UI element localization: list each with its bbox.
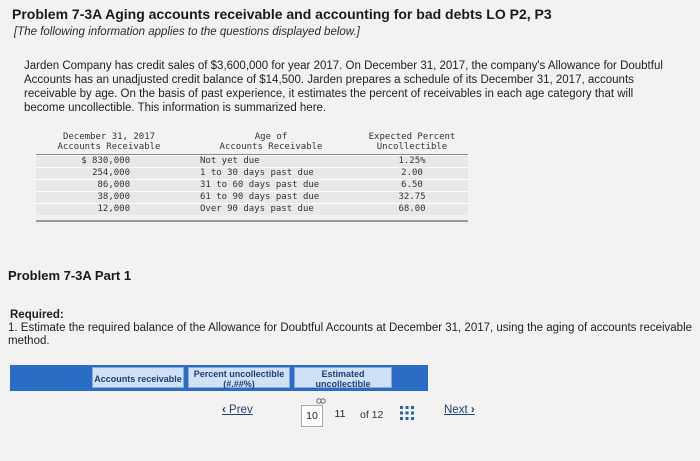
header-age: Age of Accounts Receivable — [219, 132, 323, 152]
table-row: 38,000 61 to 90 days past due 32.75 — [36, 191, 468, 203]
required-label: Required: — [10, 309, 64, 321]
link-icon — [316, 397, 326, 405]
table-row: 12,000 Over 90 days past due 68.00 — [36, 203, 468, 215]
answer-col-estimated-uncollectible: Estimated uncollectible — [294, 367, 392, 388]
part-title: Problem 7-3A Part 1 — [8, 268, 132, 283]
table-footer-line — [36, 220, 468, 222]
answer-table-header — [10, 365, 428, 391]
info-subtitle: [The following information applies to the questions displayed below.] — [14, 26, 360, 38]
grid-icon[interactable] — [400, 406, 414, 420]
chevron-left-icon: ‹ — [222, 404, 226, 416]
answer-col-accounts-receivable: Accounts receivable — [92, 367, 184, 388]
header-expected-percent: Expected Percent Uncollectible — [368, 132, 456, 152]
answer-col-percent-uncollectible: Percent uncollectible (#.##%) — [188, 367, 290, 388]
table-row: 254,000 1 to 30 days past due 2.00 — [36, 167, 468, 179]
prev-button[interactable]: ‹ Prev — [222, 404, 253, 416]
required-text: 1. Estimate the required balance of the Allowance for Doubtful Accounts at December 31, 2017, using the aging of accounts receivable method. — [8, 322, 693, 347]
chevron-right-icon: › — [470, 404, 475, 416]
page-count: of 12 — [360, 409, 384, 421]
intro-paragraph: Jarden Company has credit sales of $3,600,000 for year 2017. On December 31, 2017, the company's Allowance for Doubtful Accounts has an unadjusted credit balance of $14,500. Jarden prepares a schedule of its December 31, 2017, accounts receivable by age. On the basis of past experience, it estimates the percent of receivables in each age category that will become uncollectible. This information is summarized here. — [24, 60, 663, 114]
table-row: 86,000 31 to 60 days past due 6.50 — [36, 179, 468, 191]
table-row: $ 830,000 Not yet due 1.25% — [36, 155, 468, 167]
page-title: Problem 7-3A Aging accounts receivable and accounting for bad debts LO P2, P3 — [12, 6, 552, 22]
page-10-button[interactable]: 10 — [301, 405, 323, 427]
next-button[interactable]: Next › — [444, 404, 475, 416]
header-accounts-receivable: December 31, 2017 Accounts Receivable — [57, 132, 161, 152]
page-11-button[interactable]: 11 — [334, 408, 346, 420]
